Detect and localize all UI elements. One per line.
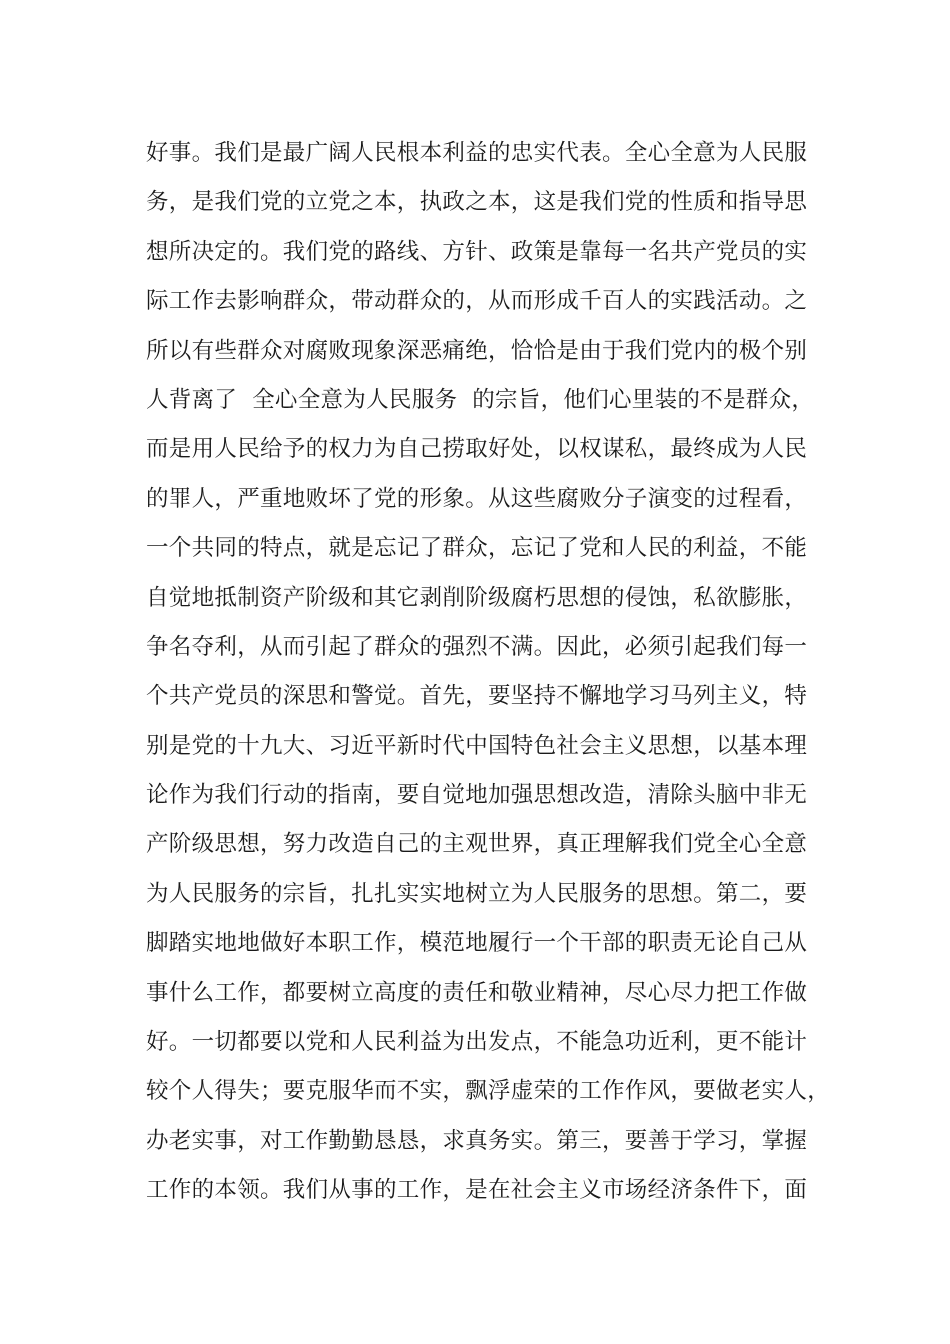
text-line: 产阶级思想，努力改造自己的主观世界，真正理解我们党全心全意	[146, 831, 808, 858]
text-line: 办老实事，对工作勤勤恳恳，求真务实。第三，要善于学习，掌握	[146, 1127, 808, 1154]
text-line: 论作为我们行动的指南，要自觉地加强思想改造，清除头脑中非无	[146, 782, 808, 809]
text-line: 好事。我们是最广阔人民根本利益的忠实代表。全心全意为人民服	[146, 140, 808, 166]
text-line: 较个人得失；要克服华而不实，飘浮虚荣的工作作风，要做老实人，	[146, 1078, 831, 1105]
text-line: 所以有些群众对腐败现象深恶痛绝，恰恰是由于我们党内的极个别	[146, 337, 808, 364]
text-line: 别是党的十九大、习近平新时代中国特色社会主义思想，以基本理	[146, 732, 808, 759]
text-line: 而是用人民给予的权力为自己捞取好处，以权谋私，最终成为人民	[146, 436, 808, 463]
text-line: 际工作去影响群众，带动群众的，从而形成千百人的实践活动。之	[146, 288, 808, 315]
text-line: 工作的本领。我们从事的工作，是在社会主义市场经济条件下，面	[146, 1177, 808, 1204]
text-line: 想所决定的。我们党的路线、方针、政策是靠每一名共产党员的实	[146, 238, 808, 265]
text-line: 好。一切都要以党和人民利益为出发点，不能急功近利，更不能计	[146, 1029, 808, 1056]
text-line: 一个共同的特点，就是忘记了群众，忘记了党和人民的利益，不能	[146, 535, 808, 562]
text-line: 争名夺利，从而引起了群众的强烈不满。因此，必须引起我们每一	[146, 633, 808, 660]
text-line: 脚踏实地地做好本职工作，模范地履行一个干部的职责无论自己从	[146, 930, 808, 957]
text-line: 人背离了 全心全意为人民服务 的宗旨，他们心里装的不是群众，	[146, 386, 815, 413]
text-line: 个共产党员的深思和警觉。首先，要坚持不懈地学习马列主义，特	[146, 683, 808, 710]
text-line: 自觉地抵制资产阶级和其它剥削阶级腐朽思想的侵蚀，私欲膨胀，	[146, 584, 808, 611]
text-line: 为人民服务的宗旨，扎扎实实地树立为人民服务的思想。第二，要	[146, 880, 808, 907]
text-line: 的罪人，严重地败坏了党的形象。从这些腐败分子演变的过程看，	[146, 485, 808, 512]
text-line: 务，是我们党的立党之本，执政之本，这是我们党的性质和指导思	[146, 189, 808, 216]
text-line: 事什么工作，都要树立高度的责任和敬业精神，尽心尽力把工作做	[146, 979, 808, 1006]
body-text	[146, 129, 831, 1216]
